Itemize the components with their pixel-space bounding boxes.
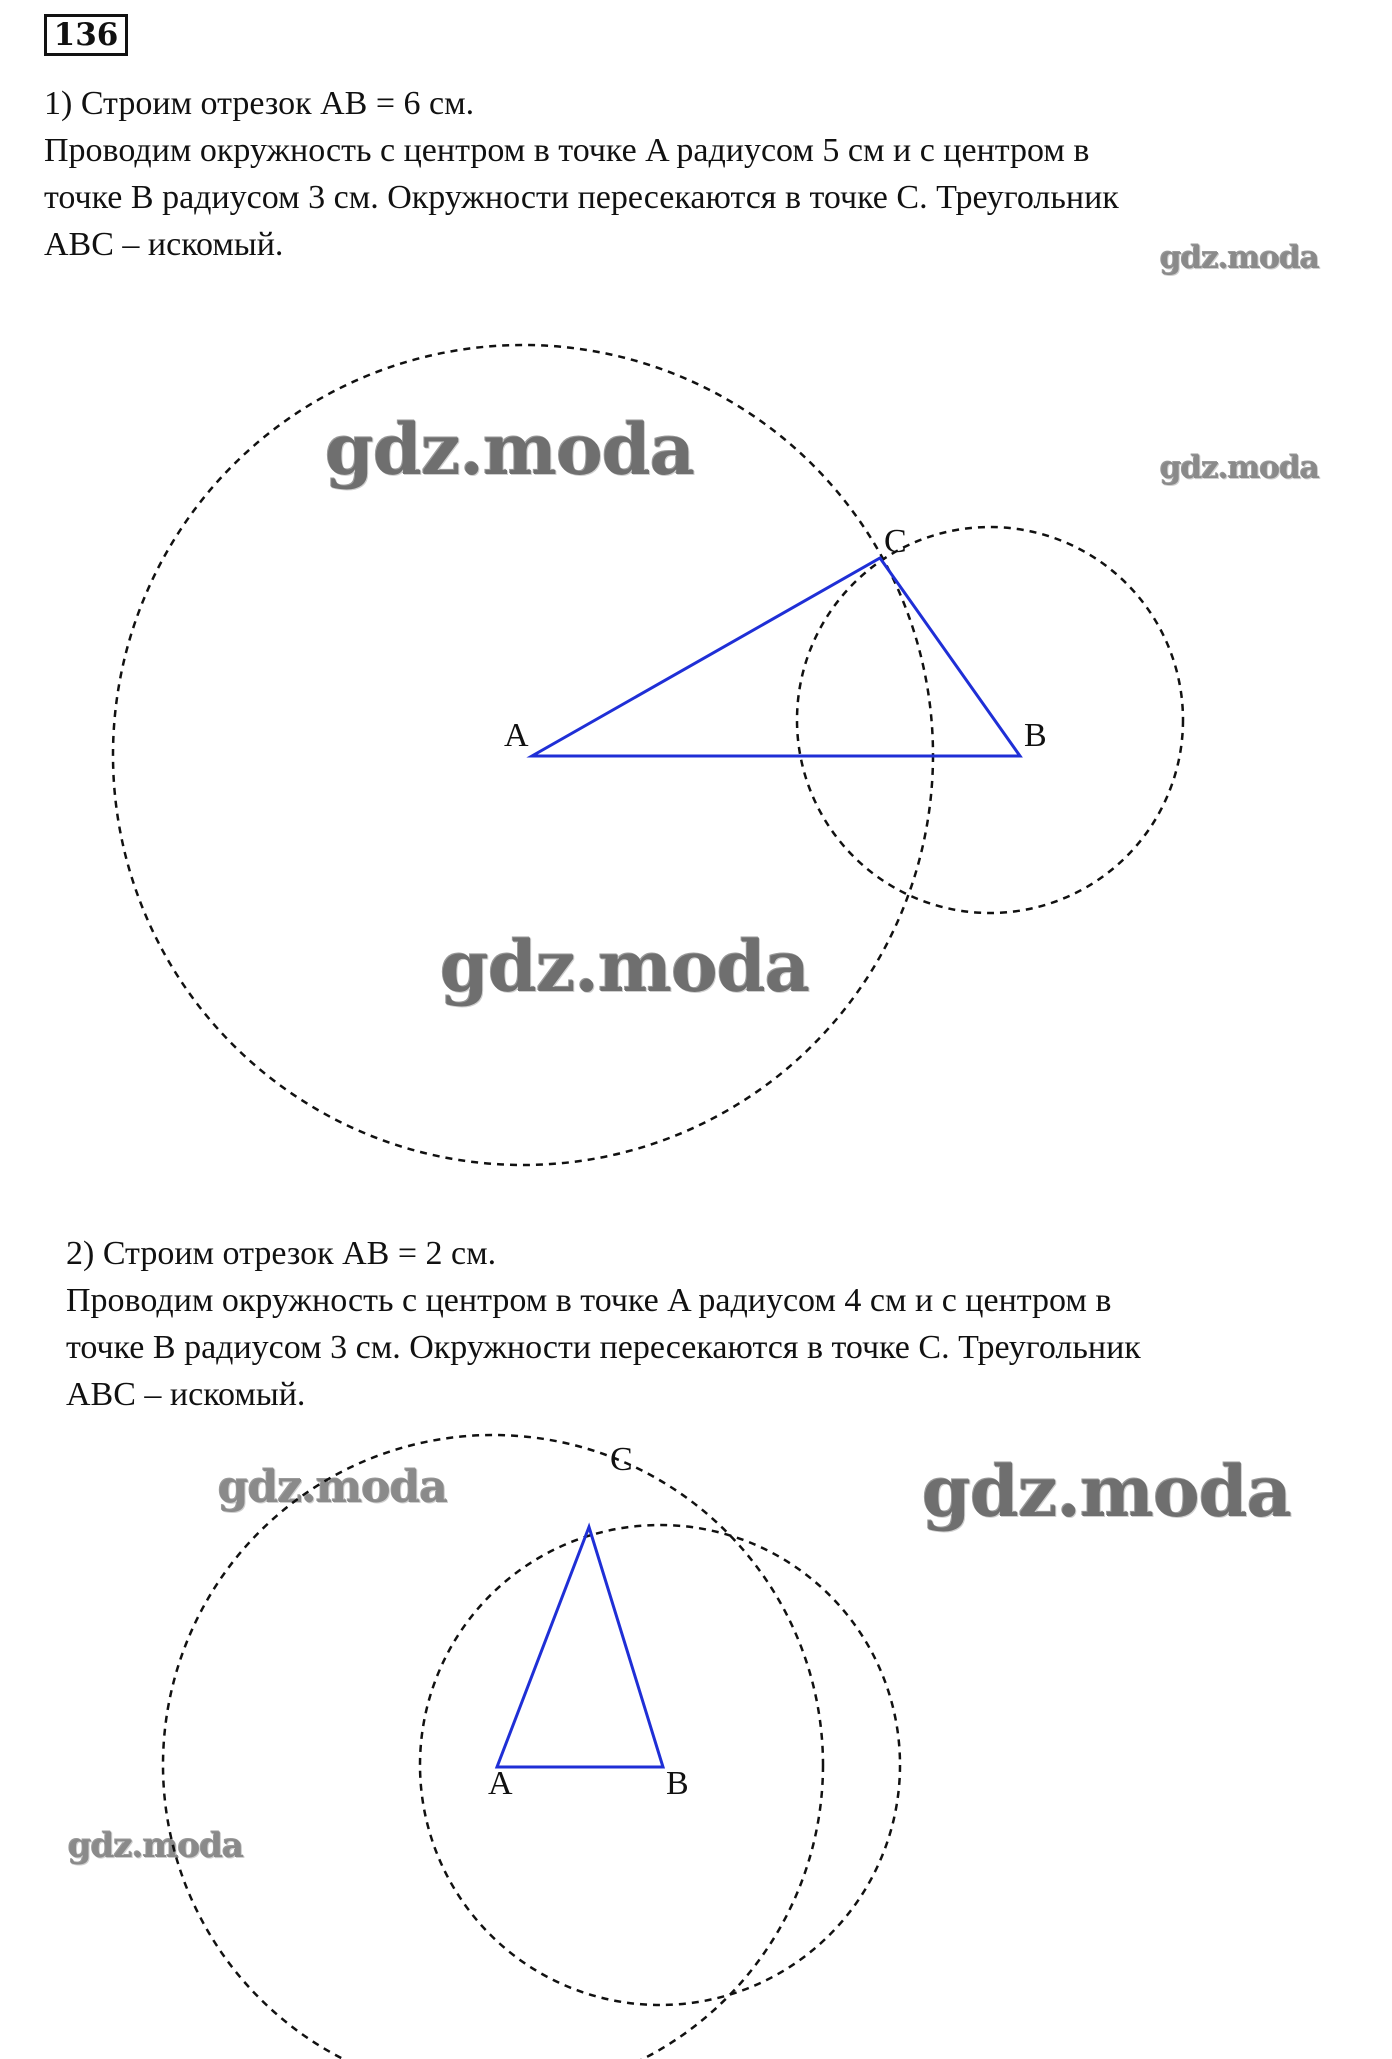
watermark-6: gdz.moda bbox=[922, 1450, 1292, 1533]
watermark-4: gdz.moda bbox=[440, 925, 810, 1008]
fig2-label-a: A bbox=[488, 1765, 513, 1802]
part2-line-4: ABC – искомый. bbox=[66, 1376, 306, 1413]
watermark-1: gdz.moda bbox=[1160, 240, 1319, 276]
fig2-label-b: B bbox=[666, 1765, 689, 1802]
part1-line-4: ABC – искомый. bbox=[44, 226, 284, 263]
part1-line-2: Проводим окружность с центром в точке A радиусом 5 см и с центром в bbox=[44, 132, 1090, 169]
part2-line-2: Проводим окружность с центром в точке A радиусом 4 см и с центром в bbox=[66, 1282, 1112, 1319]
fig2-circle-a bbox=[163, 1435, 823, 2059]
part2-line-1: 2) Строим отрезок AB = 2 см. bbox=[66, 1235, 497, 1272]
watermark-3: gdz.moda bbox=[325, 408, 695, 491]
problem-number: 136 bbox=[44, 14, 128, 56]
part1-line-3: точке B радиусом 3 см. Окружности пересекаются в точке C. Треугольник bbox=[44, 179, 1119, 216]
watermark-7: gdz.moda bbox=[68, 1826, 244, 1866]
figure-1 bbox=[113, 345, 1183, 1165]
part1-line-1: 1) Строим отрезок AB = 6 см. bbox=[44, 85, 475, 122]
fig1-label-c: C bbox=[884, 523, 907, 560]
figure-2 bbox=[163, 1435, 900, 2059]
fig2-label-c: C bbox=[610, 1441, 633, 1478]
fig2-triangle bbox=[497, 1527, 663, 1767]
watermark-5: gdz.moda bbox=[218, 1462, 448, 1513]
fig1-triangle bbox=[532, 558, 1020, 756]
watermark-2: gdz.moda bbox=[1160, 450, 1319, 486]
fig1-label-a: A bbox=[504, 717, 529, 754]
fig1-circle-b bbox=[797, 527, 1183, 913]
fig1-label-b: B bbox=[1024, 717, 1047, 754]
part2-line-3: точке B радиусом 3 см. Окружности пересекаются в точке C. Треугольник bbox=[66, 1329, 1141, 1366]
